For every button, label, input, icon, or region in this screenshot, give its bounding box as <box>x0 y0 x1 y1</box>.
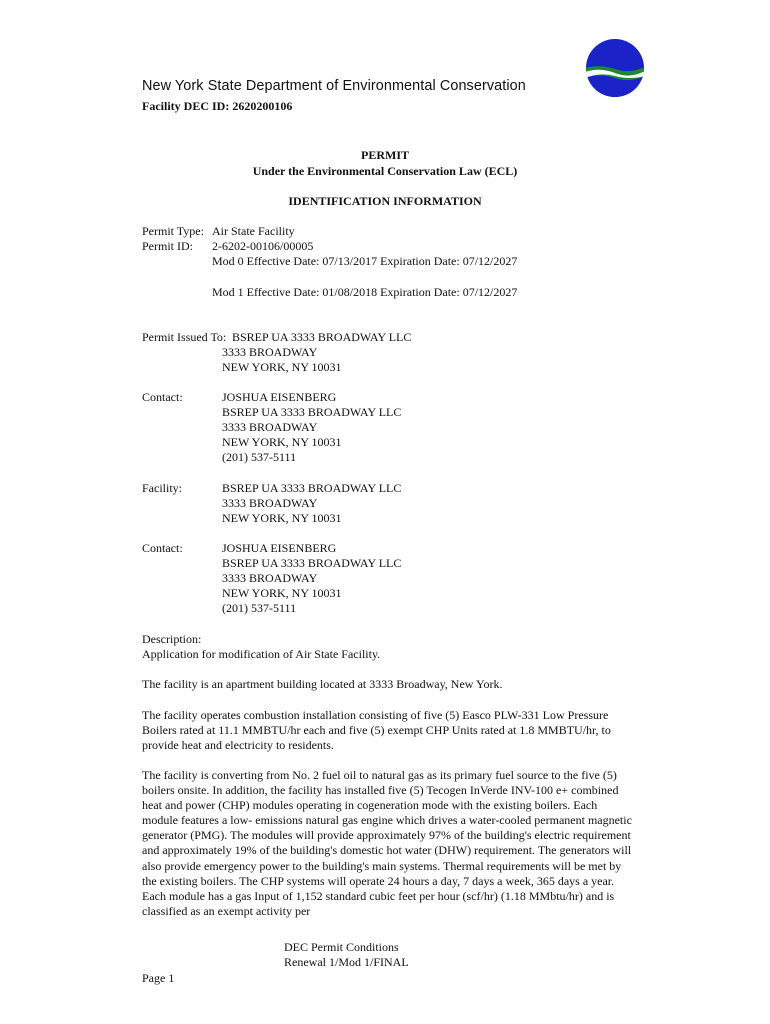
description-line: Application for modification of Air State Facility. <box>142 647 381 661</box>
contact-line: 3333 BROADWAY <box>222 571 318 585</box>
contact-line: (201) 537-5111 <box>222 450 297 464</box>
permit-type-label: Permit Type: <box>142 224 204 238</box>
permit-id-label: Permit ID: <box>142 239 193 253</box>
facility-line: 3333 BROADWAY <box>222 496 318 510</box>
contact-line: BSREP UA 3333 BROADWAY LLC <box>222 405 402 419</box>
issued-to-label: Permit Issued To: <box>142 330 227 344</box>
contact-label: Contact: <box>142 541 183 555</box>
contact-block <box>222 390 401 465</box>
issued-to-line: 3333 BROADWAY <box>222 345 318 359</box>
page-number: Page 1 <box>142 971 175 985</box>
facility-line: BSREP UA 3333 BROADWAY LLC <box>222 481 402 495</box>
footer-renewal: Renewal 1/Mod 1/FINAL <box>284 955 409 969</box>
permit-id-value: 2-6202-00106/00005 <box>212 239 314 253</box>
contact-line: BSREP UA 3333 BROADWAY LLC <box>222 556 402 570</box>
section-heading: IDENTIFICATION INFORMATION <box>288 194 482 208</box>
facility-line: NEW YORK, NY 10031 <box>222 511 342 525</box>
mod1-dates: Mod 1 Effective Date: 01/08/2018 Expiration Date: 07/12/2027 <box>212 285 518 299</box>
contact-line: JOSHUA EISENBERG <box>222 390 337 404</box>
permit-type-value: Air State Facility <box>212 224 295 238</box>
contact-line: 3333 BROADWAY <box>222 420 318 434</box>
contact-line: NEW YORK, NY 10031 <box>222 586 342 600</box>
law-subtitle: Under the Environmental Conservation Law (ECL) <box>252 164 518 178</box>
description-paragraph: The facility operates combustion installation consisting of five (5) Easco PLW-331 Low Pressure Boilers rated at 11.1 MMBTU/hr each and five (5) exempt CHP Units rated at 1.8 MMBTU/hr, to provide heat and electricity to residents. <box>142 708 611 753</box>
issued-to-line: BSREP UA 3333 BROADWAY LLC <box>232 330 412 344</box>
contact-block <box>222 541 401 616</box>
agency-header: New York State Department of Environmental Conservation <box>142 78 526 94</box>
dec-logo-icon <box>585 38 645 98</box>
mod0-dates: Mod 0 Effective Date: 07/13/2017 Expiration Date: 07/12/2027 <box>212 254 518 268</box>
contact-line: (201) 537-5111 <box>222 601 297 615</box>
issued-to-block <box>222 330 412 375</box>
facility-block <box>222 481 401 526</box>
contact-label: Contact: <box>142 390 183 404</box>
description-paragraph: The facility is converting from No. 2 fuel oil to natural gas as its primary fuel source to the five (5) boilers onsite. In addition, the facility has installed five (5) Tecogen InVerde INV-100 e+ combined heat and power (CHP) modules operating in cogeneration mode with the existing boilers. Each module features a low- emissions natural gas engine which drives a water-cooled permanent magnetic generator (PMG). The modules will provide approximately 97% of the building's electric requirement and approximately 19% of the building's domestic hot water (DHW) requirement. The generators will also provide emergency power to the building's main systems. Thermal requirements will be met by the existing boilers. The CHP systems will operate 24 hours a day, 7 days a week, 365 days a year. Each module has a gas Input of 1,152 standard cubic feet per hour (scf/hr) (1.18 MMbtu/hr) and is classified as an exempt activity per <box>142 768 632 918</box>
facility-dec-id: Facility DEC ID: 2620200106 <box>142 99 293 113</box>
contact-line: JOSHUA EISENBERG <box>222 541 337 555</box>
description-label: Description: <box>142 632 202 646</box>
issued-to-line: NEW YORK, NY 10031 <box>222 360 342 374</box>
facility-label: Facility: <box>142 481 182 495</box>
footer-conditions: DEC Permit Conditions <box>284 940 399 954</box>
contact-line: NEW YORK, NY 10031 <box>222 435 342 449</box>
permit-title: PERMIT <box>361 148 409 162</box>
description-paragraph: The facility is an apartment building located at 3333 Broadway, New York. <box>142 677 503 691</box>
